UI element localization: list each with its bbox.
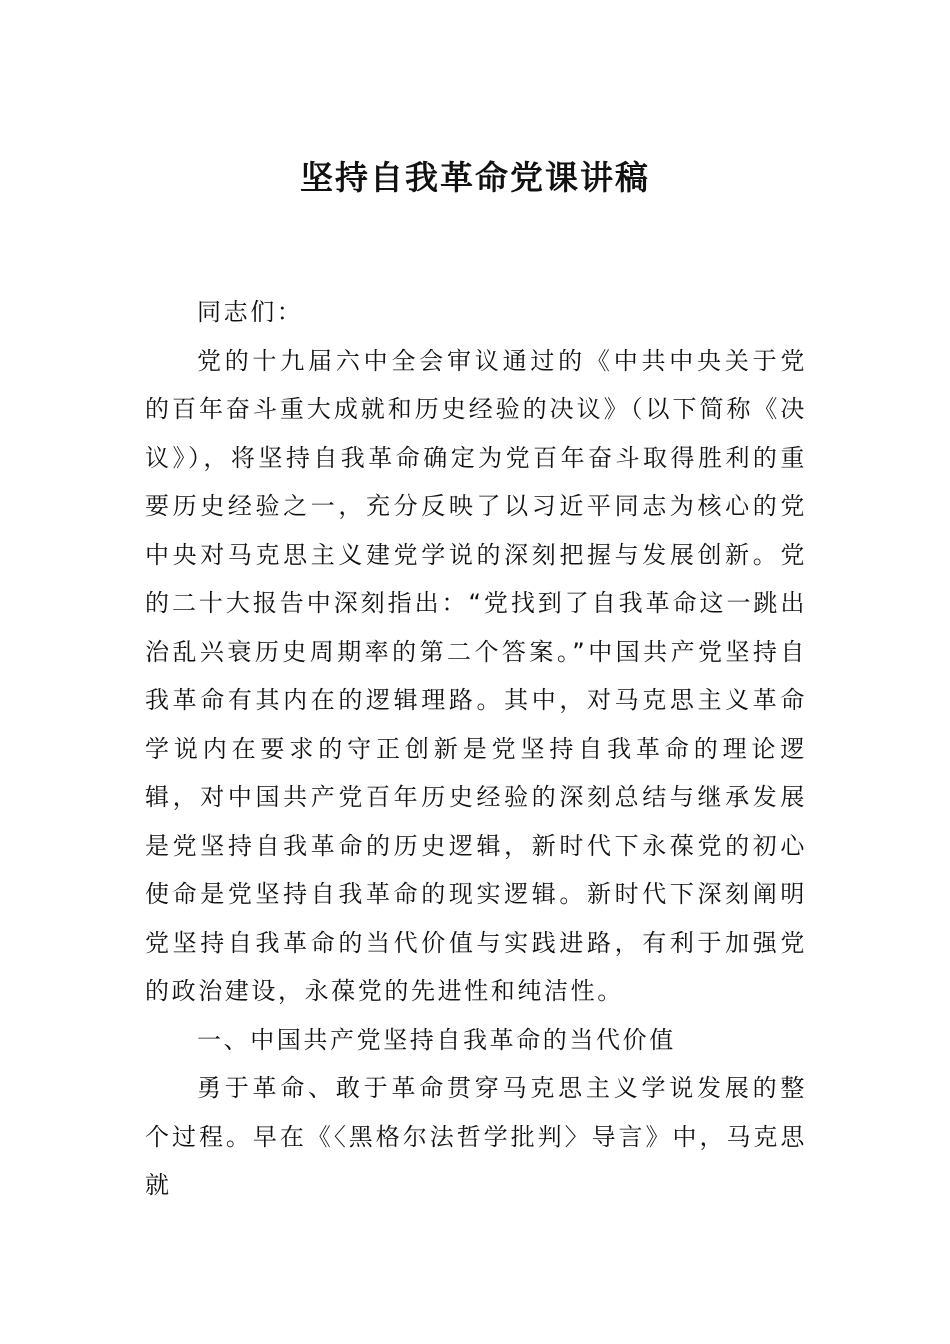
document-body bbox=[145, 288, 807, 1210]
salutation-paragraph: 同志们： bbox=[197, 298, 304, 326]
section-heading: 一、中国共产党坚持自我革命的当代价值 bbox=[197, 1025, 676, 1054]
intro-paragraph: 党的十九届六中全会审议通过的《中共中央关于党的百年奋斗重大成就和历史经验的决议》（以下简称《决议》），将坚持自我革命确定为党百年奋斗取得胜利的重要历史经验之一，充分反映了以习近平同志为核心的党中央对马克思主义建党学说的深刻把握与发展创新。党的二十大报告中深刻指出：“党找到了自我革命这一跳出治乱兴衰历史周期率的第二个答案。”中国共产党坚持自我革命有其内在的逻辑理路。其中，对马克思主义革命学说内在要求的守正创新是党坚持自我革命的理论逻辑，对中国共产党百年历史经验的深刻总结与继承发展是党坚持自我革命的历史逻辑，新时代下永葆党的初心使命是党坚持自我革命的现实逻辑。新时代下深刻阐明党坚持自我革命的当代价值与实践进路，有利于加强党的政治建设，永葆党的先进性和纯洁性。 bbox=[145, 346, 807, 1005]
document-title: 坚持自我革命党课讲稿 bbox=[300, 158, 650, 197]
section-paragraph: 勇于革命、敢于革命贯穿马克思主义学说发展的整个过程。早在《〈黑格尔法哲学批判〉导言》中，马克思就 bbox=[145, 1074, 807, 1199]
